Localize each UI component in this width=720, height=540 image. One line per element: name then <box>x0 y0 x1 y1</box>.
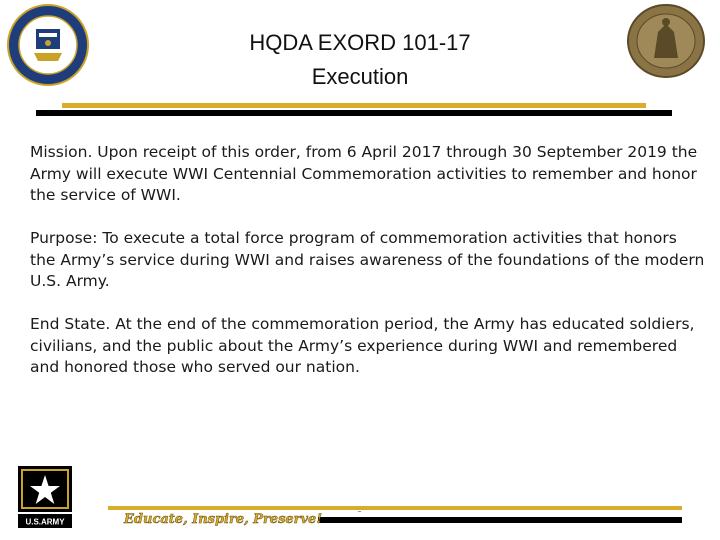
administrative-assistant-seal-icon <box>6 3 90 87</box>
purpose-paragraph: Purpose: To execute a total force program of commemoration activities that honors the Army’s service during WWI and raises awareness of the foundations of the modern U.S. Army. <box>30 229 705 290</box>
header-gold-rule <box>62 103 646 108</box>
title-line-1: HQDA EXORD 101-17 <box>249 30 471 55</box>
mission-paragraph: Mission. Upon receipt of this order, from 6 April 2017 through 30 September 2019 the Army will execute WWI Centennial Commemoration activities to remember and honor the service of WWI. <box>30 143 698 204</box>
centennial-medallion-icon <box>624 2 708 80</box>
army-logo-text: U.S.ARMY <box>25 517 65 527</box>
end-state-paragraph: End State. At the end of the commemoration period, the Army has educated soldiers, civilians, and the public about the Army’s experience during WWI and remembered and honored those who served our nation. <box>30 315 695 376</box>
title-line-2: Execution <box>311 64 409 89</box>
footer-tick <box>358 511 361 512</box>
footer-motto: Educate, Inspire, Preserve! <box>124 512 323 527</box>
header-black-rule <box>36 110 672 116</box>
page-title <box>150 26 570 94</box>
footer-black-rule <box>318 517 682 523</box>
footer-gold-rule <box>108 506 682 510</box>
army-star-logo-icon <box>18 466 72 528</box>
